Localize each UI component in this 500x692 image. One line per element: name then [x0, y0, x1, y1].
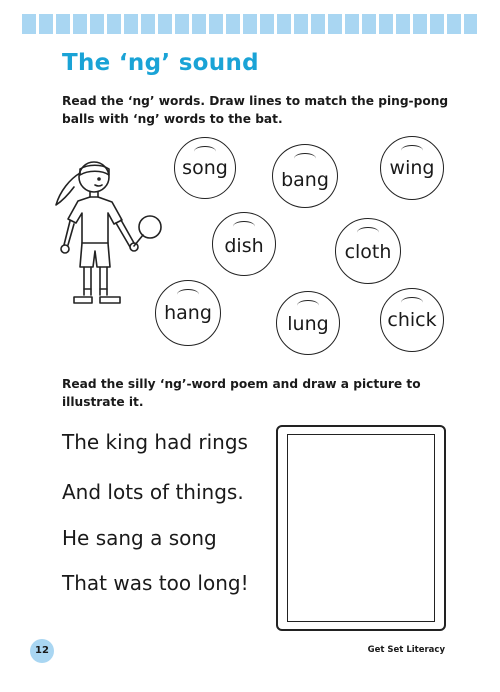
ball-word: bang	[281, 169, 329, 191]
ball-shine	[194, 146, 216, 157]
ball-word: hang	[164, 302, 212, 324]
ball-hang[interactable]	[155, 280, 221, 346]
ball-word: dish	[224, 235, 264, 257]
drawing-area[interactable]	[287, 434, 435, 622]
footer-publisher: Get Set Literacy	[367, 645, 445, 655]
ball-word: song	[182, 157, 228, 179]
ball-shine	[294, 153, 316, 164]
header-band	[22, 14, 477, 34]
ball-shine	[357, 227, 379, 238]
ball-word: chick	[387, 309, 437, 331]
ball-shine	[233, 221, 255, 232]
poem-line: The king had rings	[62, 430, 248, 454]
instruction-matching: Read the ‘ng’ words. Draw lines to match the ping-pong balls with ‘ng’ words to the bat.	[62, 94, 449, 126]
ball-shine	[401, 297, 423, 308]
ball-shine	[177, 289, 199, 300]
ball-bang[interactable]	[272, 144, 338, 208]
ball-word: lung	[287, 313, 329, 335]
ball-cloth[interactable]	[335, 218, 401, 284]
page-number: 12	[30, 639, 54, 663]
ball-dish[interactable]	[212, 212, 276, 276]
poem-line: He sang a song	[62, 526, 217, 550]
ball-wing[interactable]	[380, 136, 444, 200]
page-title: The ‘ng’ sound	[62, 50, 259, 76]
ball-shine	[401, 145, 423, 156]
ball-word: cloth	[344, 241, 392, 263]
poem-line: And lots of things.	[62, 480, 244, 504]
girl-with-bat-illustration	[50, 145, 165, 315]
poem-line: That was too long!	[62, 571, 249, 595]
ball-chick[interactable]	[380, 288, 444, 352]
ball-word: wing	[389, 157, 435, 179]
ball-song[interactable]	[174, 137, 236, 199]
instruction-poem: Read the silly ‘ng’-word poem and draw a picture to illustrate it.	[62, 377, 421, 409]
ball-lung[interactable]	[276, 291, 340, 355]
ball-shine	[297, 300, 319, 311]
